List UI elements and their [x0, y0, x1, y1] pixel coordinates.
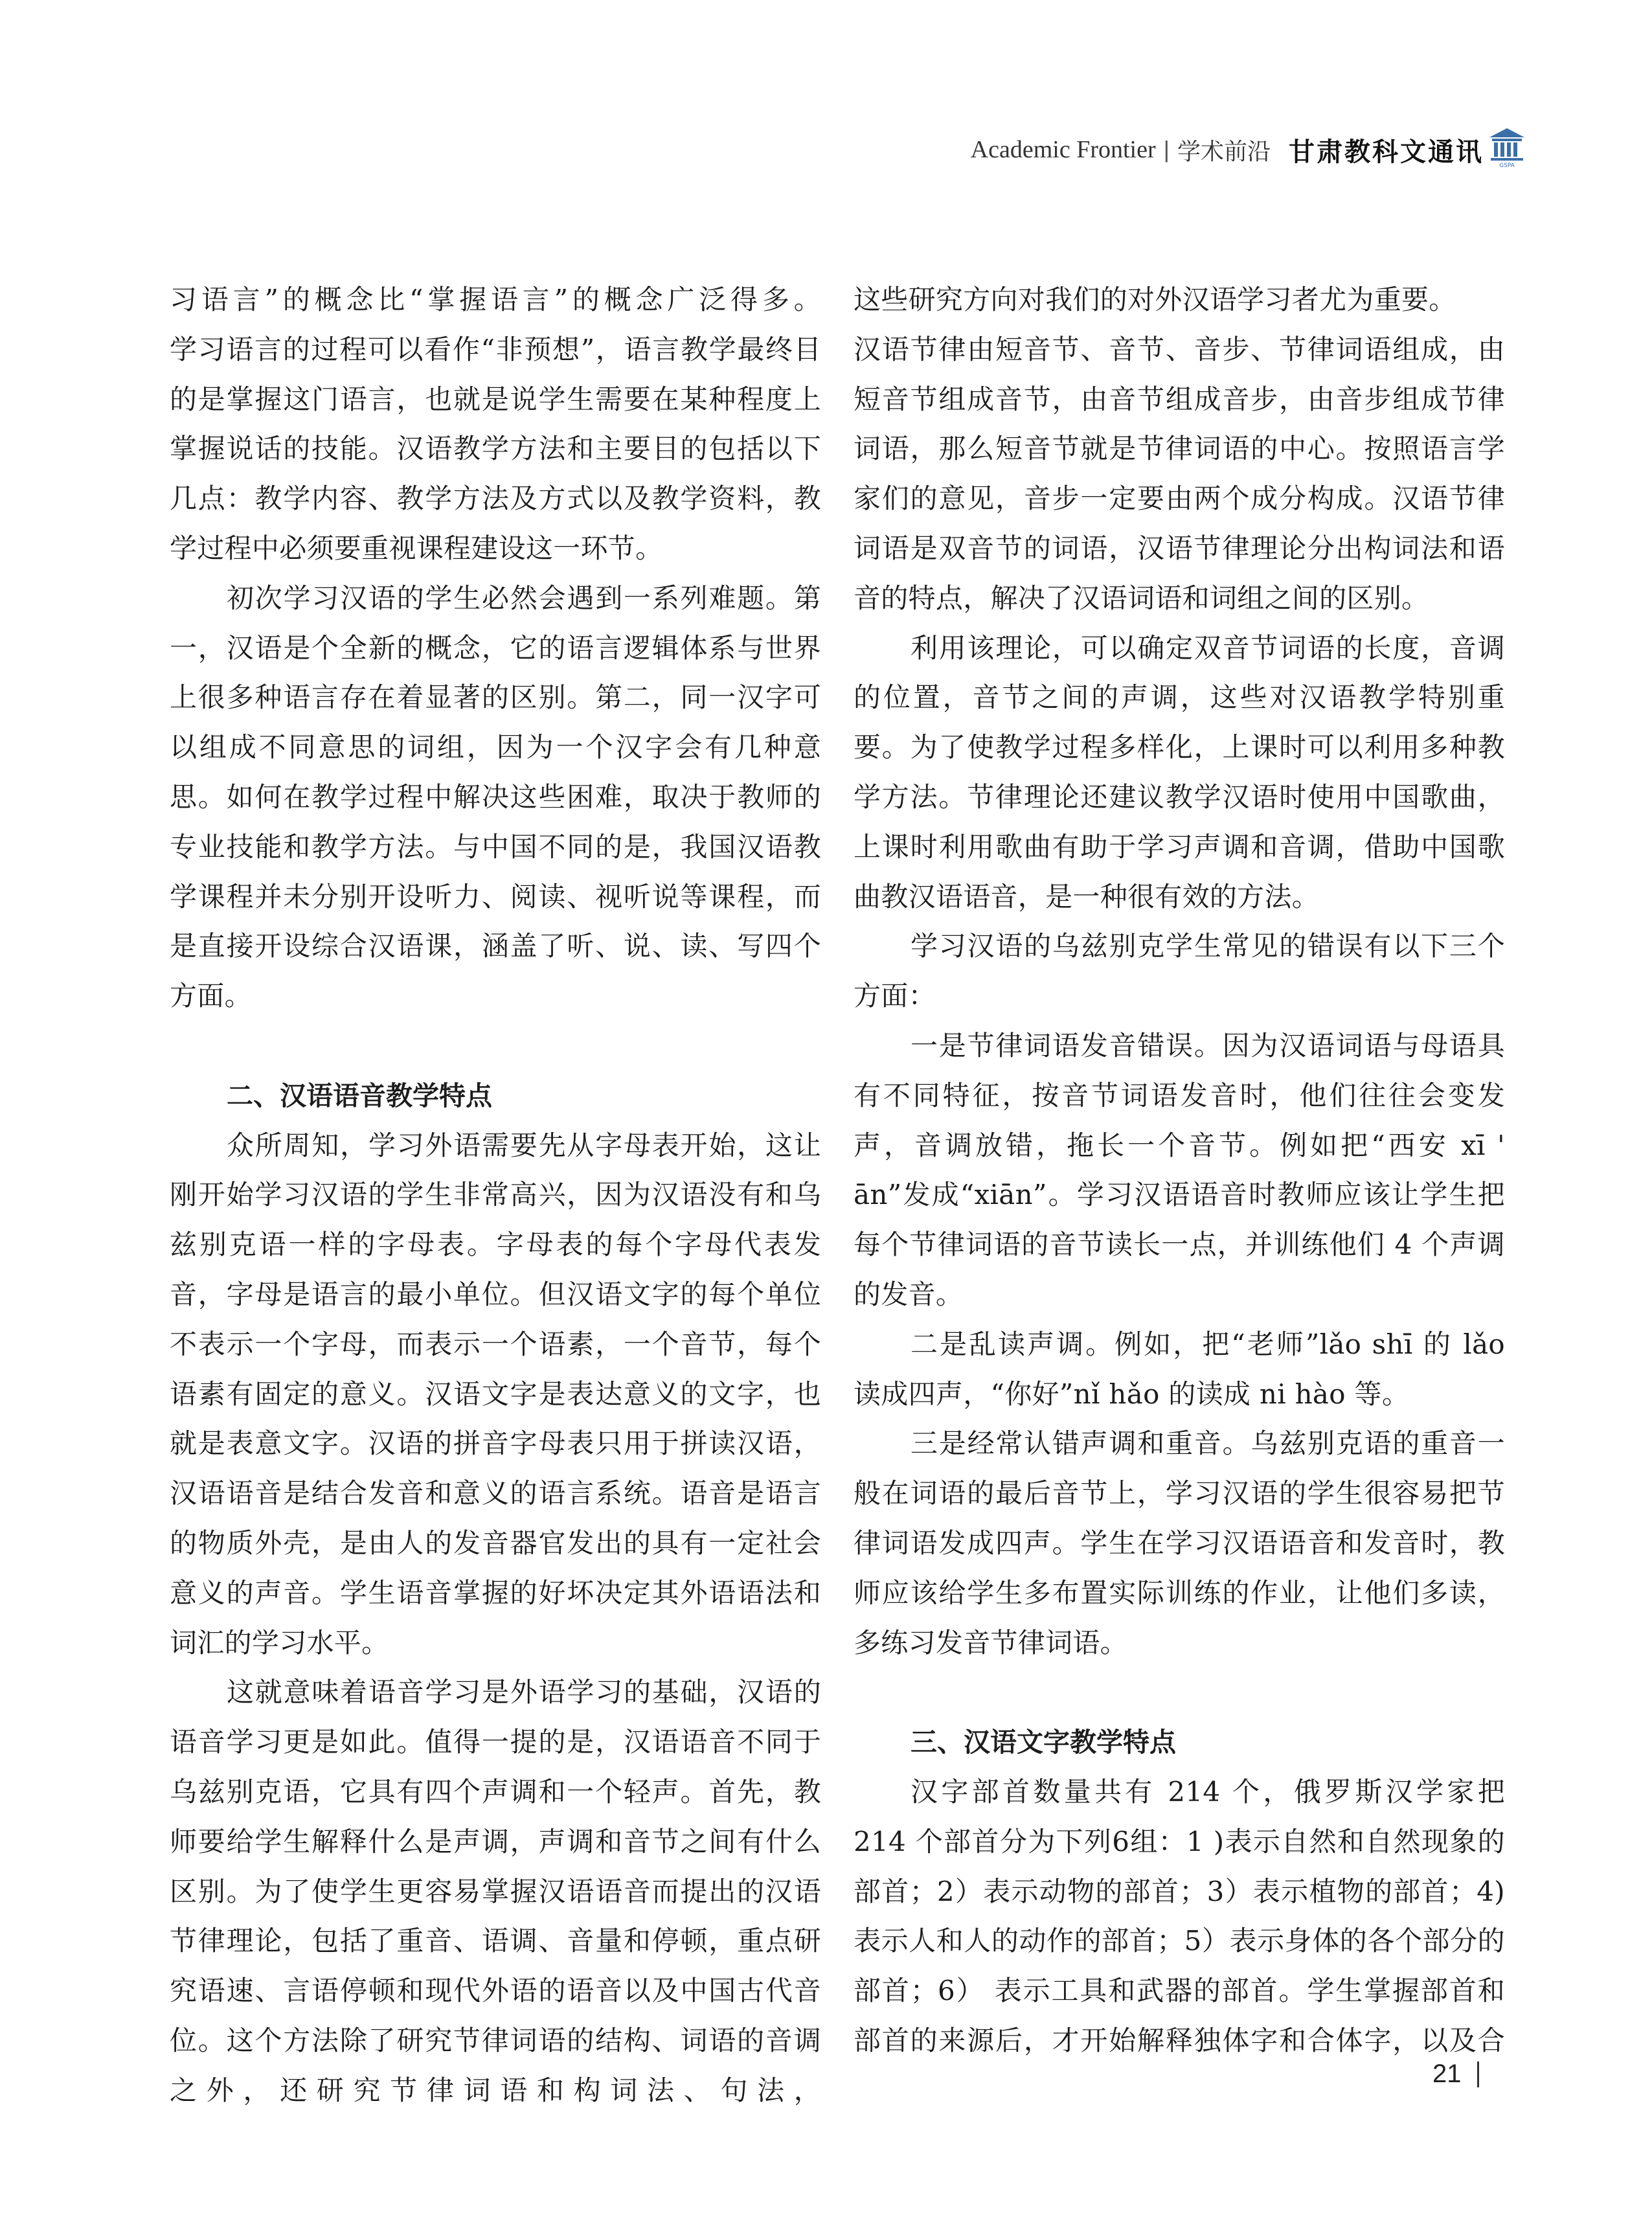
body-paragraph: 学习语言的过程可以看作“非预想”，语言教学最终目的是掌握这门语言，也就是说学生需要在某种程度上掌握说话的技能。汉语教学方法和主要目的包括以下几点：教学内容、教学方法及方式以及教学资料，教学过程中必须要重视课程建设这一环节。 — [170, 333, 821, 564]
running-header — [971, 127, 1484, 172]
right-column — [854, 275, 1505, 2066]
body-paragraph: 一是节律词语发音错误。因为汉语词语与母语具有不同特征，按音节词语发音时，他们往往会变发声，音调放错，拖长一个音节。例如把“西安 xī ' ān”发成“xiān”。学习汉语语音时教师应该让学生把每个节律词语的音节读长一点，并训练他们 4 个声调的发音。 — [854, 1029, 1505, 1310]
left-column — [170, 275, 821, 2115]
body-paragraph: 众所周知，学习外语需要先从字母表开始，这让刚开始学习汉语的学生非常高兴，因为汉语没有和乌兹别克语一样的字母表。字母表的每个字母代表发音，字母是语言的最小单位。但汉语文字的每个单位不表示一个字母，而表示一个语素，一个音节，每个语素有固定的意义。汉语文字是表达意义的文字，也就是表意文字。汉语的拼音字母表只用于拼读汉语，汉语语音是结合发音和意义的语言系统。语音是语言的物质外壳，是由人的发音器官发出的具有一定社会意义的声音。学生语音掌握的好坏决定其外语语法和词汇的学习水平。 — [170, 1129, 821, 1659]
header-english-title: Academic Frontier — [970, 136, 1156, 163]
section-spacer — [170, 1021, 821, 1071]
journal-logo-icon — [1488, 127, 1526, 168]
section-heading: 三、汉语文字教学特点 — [911, 1727, 1176, 1758]
journal-name: 甘肃教科文通讯 — [1289, 136, 1484, 167]
body-paragraph: 学习汉语的乌兹别克学生常见的错误有以下三个方面： — [854, 930, 1505, 1012]
body-paragraph: 三是经常认错声调和重音。乌兹别克语的重音一般在词语的最后音节上，学习汉语的学生很容易把节律词语发成四声。学生在学习汉语语音和发音时，教师应该给学生多布置实际训练的作业，让他们多读，多练习发音节律词语。 — [854, 1427, 1505, 1659]
body-paragraph: 这些研究方向对我们的对外汉语学习者尤为重要。 — [854, 284, 1456, 315]
body-paragraph: 汉语节律由短音节、音节、音步、节律词语组成，由短音节组成音节，由音节组成音步，由音步组成节律词语，那么短音节就是节律词语的中心。按照语言学家们的意见，音步一定要由两个成分构成。汉语节律词语是双音节的词语，汉语节律理论分出构词法和语音的特点，解决了汉语词语和词组之间的区别。 — [854, 333, 1505, 614]
body-paragraph: 这就意味着语音学习是外语学习的基础，汉语的语音学习更是如此。值得一提的是，汉语语音不同于乌兹别克语，它具有四个声调和一个轻声。首先，教师要给学生解释什么是声调，声调和音节之间有什么区别。为了使学生更容易掌握汉语语音而提出的汉语节律理论，包括了重音、语调、音量和停顿，重点研究语速、言语停顿和现代外语的语音以及中国古代音位。这个方法除了研究节律词语的结构、词语的音调之外，还研究节律词语和构词法、句法， — [170, 1676, 821, 2106]
logo-text: GSPA — [1499, 163, 1515, 168]
page-number-value: 21 — [1432, 2060, 1462, 2088]
page-number-rule — [1477, 2061, 1479, 2087]
section-heading: 二、汉语语音教学特点 — [227, 1080, 492, 1111]
body-paragraph: 利用该理论，可以确定双音节词语的长度，音调的位置，音节之间的声调，这些对汉语教学特别重要。为了使教学过程多样化，上课时可以利用多种教学方法。节律理论还建议教学汉语时使用中国歌曲，上课时利用歌曲有助于学习声调和音调，借助中国歌曲教汉语语音，是一种很有效的方法。 — [854, 631, 1505, 913]
body-paragraph: 汉字部首数量共有 214 个，俄罗斯汉学家把 214 个部首分为下列6组：1 )表示自然和自然现象的部首；2）表示动物的部首；3）表示植物的部首；4) 表示人和人的动作的部首；5）表示身体的各个部分的部首；6） 表示工具和武器的部首。学生掌握部首和部首的来源后，才开始解释独体字和合体字，以及合 — [854, 1775, 1505, 2056]
section-spacer — [854, 1668, 1505, 1718]
header-separator: | — [1163, 136, 1170, 163]
body-paragraph: 初次学习汉语的学生必然会遇到一系列难题。第一，汉语是个全新的概念，它的语言逻辑体系与世界上很多种语言存在着显著的区别。第二，同一汉字可以组成不同意思的词组，因为一个汉字会有几种意思。如何在教学过程中解决这些困难，取决于教师的专业技能和教学方法。与中国不同的是，我国汉语教学课程并未分别开设听力、阅读、视听说等课程，而是直接开设综合汉语课，涵盖了听、说、读、写四个方面。 — [170, 582, 821, 1012]
header-section-title: 学术前沿 — [1177, 138, 1271, 165]
body-paragraph: 习语言”的概念比“掌握语言”的概念广泛得多。 — [170, 284, 821, 315]
body-paragraph: 二是乱读声调。例如，把“老师”lǎo shī 的 lǎo 读成四声，“你好”nǐ hǎo 的读成 ni hào 等。 — [854, 1328, 1505, 1410]
page-number — [1432, 2060, 1479, 2089]
